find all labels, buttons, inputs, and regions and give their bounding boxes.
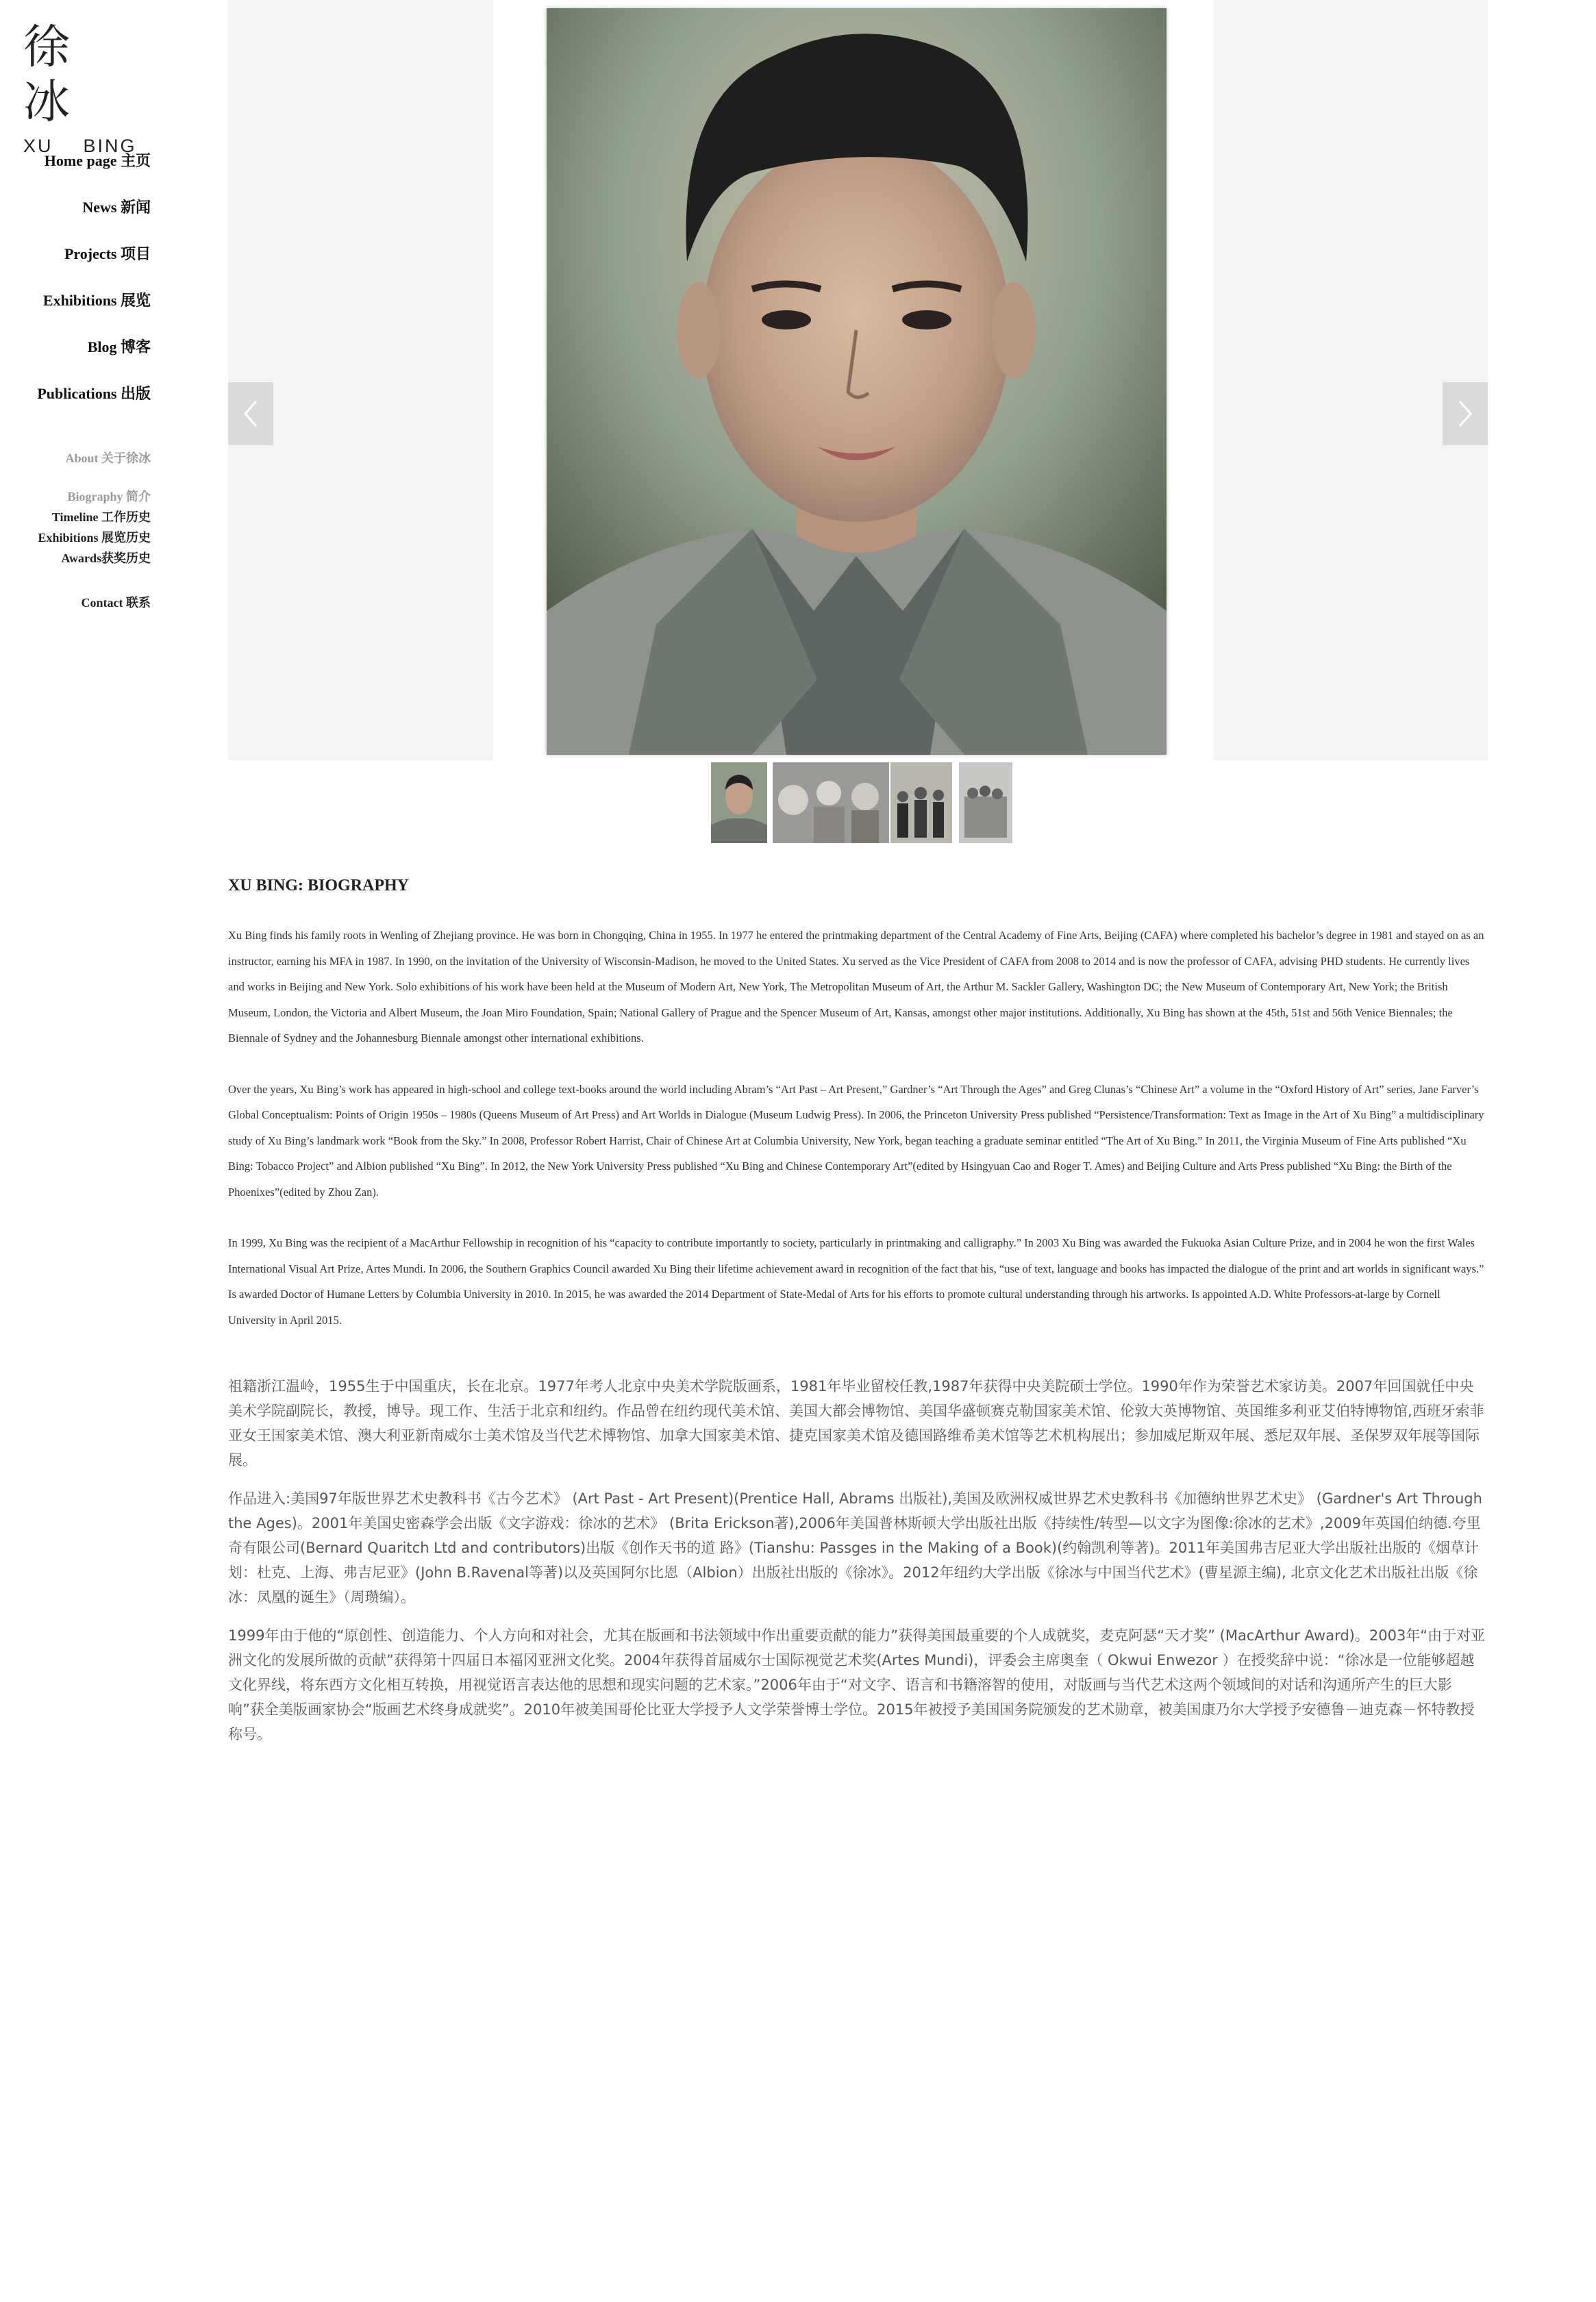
nav-contact[interactable]: Contact 联系 (81, 596, 151, 610)
bio-title: XU BING: BIOGRAPHY (228, 877, 410, 894)
logo-en-first: XU (23, 136, 53, 156)
image-slider (228, 0, 1488, 760)
nav-about-awards[interactable]: Awards获奖历史 (61, 551, 151, 565)
thumbnail-portrait (711, 762, 767, 843)
bio-cn-paragraph-1: 祖籍浙江温岭，1955生于中国重庆，长在北京。1977年考人北京中央美术学院版画系，1981年毕业留校任教,1987年获得中央美院硕士学位。1990年作为荣誉艺术家访美。2007年回国就任中央美术学院副院长，教授，博导。现工作、生活于北京和纽约。作品曾在纽约现代美术馆、美国大都会博物馆、美国华盛顿赛克勒国家美术馆、伦敦大英博物馆、英国维多利亚艾伯特博物馆,西班牙索菲亚女王国家美术馆、澳大利亚新南威尔士美术馆及当代艺术博物馆、加拿大国家美术馆、捷克国家美术馆及德国路维希美术馆等艺术机构展出；参加威尼斯双年展、悉尼双年展、圣保罗双年展等国际展。 (228, 1378, 1484, 1468)
bio-en-paragraph-1: Xu Bing finds his family roots in Wenling of Zhejiang province. He was born in Chongqing, China in 1955. In 1977 he entered the printmaking department of the Central Academy of Fine Arts, Beijing (CAFA) where completed his bachelor’s degree in 1981 and stayed on as an instructor, earning his MFA in 1987. In 1990, on the invitation of the University of Wisconsin-Madison, he moved to the United States. Xu served as the Vice President of CAFA from 2008 to 2014 and is now the professor of CAFA, advising PHD students. He currently lives and works in Beijing and New York. Solo exhibitions of his work have been held at the Museum of Modern Art, New York, The Metropolitan Museum of Art, the Arthur M. Sackler Gallery, Washington DC; the New Museum of Contemporary Art, New York; the British Museum, London, the Victoria and Albert Museum, the Joan Miro Foundation, Spain; National Gallery of Prague and the Spencer Museum of Art, Kansas, amongst other major institutions. Additionally, Xu Bing has shown at the 45th, 51st and 56th Venice Biennales; the Biennale of Sydney and the Johannesburg Biennale amongst other international exhibitions. (228, 929, 1484, 1044)
thumbnail-2[interactable] (773, 762, 889, 843)
bio-cn-paragraph-3: 1999年由于他的“原创性、创造能力、个人方向和对社会，尤其在版画和书法领域中作出重要贡献的能力”获得美国最重要的个人成就奖，麦克阿瑟“天才奖” (MacArthur Award)。2003年“由于对亚洲文化的发展所做的贡献”获得第十四届日本福冈亚洲文化奖。2004年获得首届威尔士国际视觉艺术奖(Artes Mundi)，评委会主席奥奎（ Okwui Enwezor ）在授奖辞中说：“徐冰是一位能够超越文化界线，将东西方文化相互转换，用视觉语言表达他的思想和现实问题的艺术家。”2006年由于“对文字、语言和书籍溶智的使用，对版画与当代艺术这两个领域间的对话和沟通所产生的巨大影响”获全美版画家协会“版画艺术终身成就奖”。2010年被美国哥伦比亚大学授予人文学荣誉博士学位。2015年被授予美国国务院颁发的艺术勋章，被美国康乃尔大学授予安德鲁－迪克森－怀特教授称号。 (228, 1627, 1486, 1742)
chevron-right-icon (1457, 400, 1473, 427)
thumbnail-children-photo (773, 762, 889, 843)
nav-about-biography[interactable]: Biography 简介 (67, 490, 151, 503)
thumbnail-4[interactable] (959, 762, 1012, 843)
logo-chinese: 徐 冰 (23, 21, 86, 129)
thumbnail-crowd-photo (959, 762, 1012, 843)
slide-photo-portrait (547, 8, 1167, 755)
slider-next-button[interactable] (1443, 382, 1488, 445)
nav-blog[interactable]: Blog 博客 (87, 338, 151, 355)
nav-projects[interactable]: Projects 项目 (64, 245, 151, 262)
nav-publications[interactable]: Publications 出版 (37, 385, 151, 402)
nav-exhibitions[interactable]: Exhibitions 展览 (42, 292, 151, 309)
bio-cn-paragraph-2: 作品进入:美国97年版世界艺术史教科书《古今艺术》 (Art Past - Art Present)(Prentice Hall, Abrams 出版社),美国及欧洲权威世界艺术史教科书《加德纳世界艺术史》 (Gardner's Art Through the Ages)。2001年美国史密森学会出版《文字游戏：徐冰的艺术》 (Brita Erickson著),2006年美国普林斯顿大学出版社出版《持续性/转型—以文字为图像:徐冰的艺术》,2009年英国伯纳德.夸里奇有限公司(Bernard Quaritch Ltd and contributors)出版《创作天书的道 路》(Tianshu: Passges in the Making of a Book)(约翰凯利等著)。2011年美国弗吉尼亚大学出版社出版的《烟草计划：杜克、上海、弗吉尼亚》(John B.Ravenal等著)以及英国阿尔比恩（Albion）出版社出版的《徐冰》。2012年纽约大学出版《徐冰与中国当代艺术》(曹星源主编), 北京文化艺术出版社出版《徐冰：凤凰的诞生》（周瓒编）。 (228, 1490, 1482, 1605)
nav-news[interactable]: News 新闻 (82, 199, 151, 216)
biography-section (228, 877, 1488, 1747)
site-logo[interactable] (23, 21, 160, 157)
portrait-illustration (547, 8, 1167, 755)
nav-about-exhibitions[interactable]: Exhibitions 展览历史 (38, 531, 151, 545)
slider-prev-button[interactable] (228, 382, 273, 445)
bio-en-paragraph-2: Over the years, Xu Bing’s work has appeared in high-school and college text-books around the world including Abram’s “Art Past – Art Present,” Gardner’s “Art Through the Ages” and Greg Clunas’s “Chinese Art” a volume in the “Oxford History of Art” series, Jane Farver’s Global Conceptualism: Points of Origin 1950s – 1980s (Queens Museum of Art Press) and Art Worlds in Dialogue (Museum Ludwig Press). In 2006, the Princeton University Press published “Persistence/Transformation: Text as Image in the Art of Xu Bing” a multidisciplinary study of Xu Bing’s landmark work “Book from the Sky.” In 2008, Professor Robert Harrist, Chair of Chinese Art at Columbia University, New York, began teaching a graduate seminar entitled “The Art of Xu Bing.” In 2011, the Virginia Museum of Fine Arts published “Xu Bing: Tobacco Project” and Albion published “Xu Bing”. In 2012, the New York University Press published “Xu Bing and Chinese Contemporary Art”(edited by Hsingyuan Cao and Roger T. Ames) and Beijing Culture and Arts Press published “Xu Bing: the Birth of the Phoenixes”(edited by Zhou Zan). (228, 1082, 1484, 1199)
slide-panel-right (1213, 0, 1488, 760)
thumbnail-group-photo (890, 762, 952, 843)
nav-home[interactable]: Home page 主页 (44, 152, 151, 169)
chevron-left-icon (242, 400, 259, 427)
logo-en-last: BING (83, 136, 137, 156)
bio-en-paragraph-3: In 1999, Xu Bing was the recipient of a MacArthur Fellowship in recognition of his “capacity to contribute importantly to society, particularly in printmaking and calligraphy.” In 2003 Xu Bing was awarded the Fukuoka Asian Culture Prize, and in 2004 he won the first Wales International Visual Art Prize, Artes Mundi. In 2006, the Southern Graphics Council awarded Xu Bing their lifetime achievement award in recognition of the fact that his, “use of text, language and books has impacted the dialogue of the print and art worlds in significant ways.” Is awarded Doctor of Humane Letters by Columbia University in 2010. In 2015, he was awarded the 2014 Department of State-Medal of Arts for his efforts to promote cultural understanding through his artworks. Is appointed A.D. White Professors-at-large by Cornell University in April 2015. (228, 1236, 1484, 1327)
thumbnail-3[interactable] (890, 762, 952, 843)
slide-panel-left (228, 0, 493, 760)
thumbnail-1[interactable] (711, 762, 767, 843)
nav-about-timeline[interactable]: Timeline 工作历史 (51, 510, 151, 524)
nav-about[interactable]: About 关于徐冰 (65, 451, 151, 465)
